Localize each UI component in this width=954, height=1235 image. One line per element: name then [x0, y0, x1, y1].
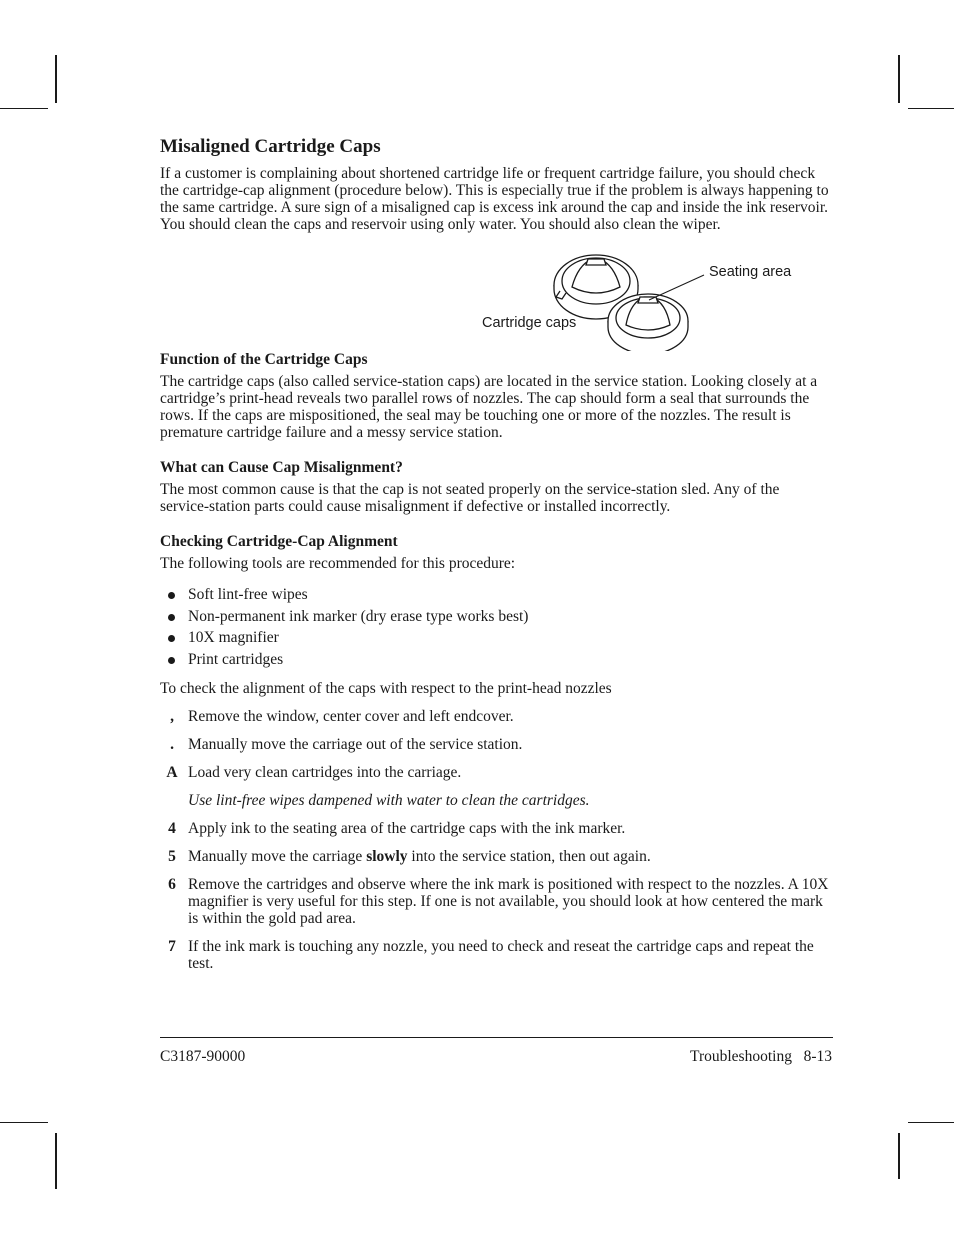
- bullet-icon: [168, 592, 175, 599]
- list-item: [160, 606, 832, 628]
- step-number: 7: [168, 938, 176, 955]
- page-title: Misaligned Cartridge Caps: [160, 136, 381, 157]
- list-item: [160, 627, 832, 649]
- step-item: [160, 764, 832, 809]
- section-body-function: The cartridge caps (also called service-station caps) are located in the service station. Looking closely at a cartridge’s print-head reveals two parallel rows of nozzles. The cap should form a seal that surrounds the rows. If the caps are mispositioned, the seal may be touching one or more of the nozzles. The result is premature cartridge failure and a messy service station.: [160, 373, 818, 441]
- crop-mark: [898, 55, 900, 103]
- bullet-icon: [168, 635, 175, 642]
- step-text: [188, 848, 651, 865]
- tool-label: Soft lint-free wipes: [188, 586, 308, 603]
- list-item: [160, 584, 832, 606]
- intro-paragraph: If a customer is complaining about shortened cartridge life or frequent cartridge failure, you should check the cartridge-cap alignment (procedure below). This is especially true if the problem is always happening to the same cartridge. A sure sign of a misaligned cap is excess ink around the cap and inside the ink reservoir. You should clean the caps and reservoir using only water. You should also clean the wiper.: [160, 165, 829, 233]
- section-function: [160, 351, 832, 441]
- step-text: Remove the cartridges and observe where the ink mark is positioned with respect to the nozzles. A 10X magnifier is very useful for this step. If one is not available, you should look at how centered the mark is within the gold pad area.: [188, 876, 829, 927]
- crop-mark: [0, 108, 48, 109]
- tools-list: [160, 584, 832, 670]
- list-item: [160, 649, 832, 671]
- bullet-icon: [168, 614, 175, 621]
- crop-mark: [55, 55, 57, 103]
- step-text-after: into the service station, then out again.: [407, 848, 651, 865]
- procedure-lead: To check the alignment of the caps with respect to the print-head nozzles: [160, 680, 612, 697]
- step-text: Manually move the carriage out of the service station.: [188, 736, 523, 753]
- page-content: [160, 135, 832, 983]
- step-item: [160, 736, 832, 753]
- step-text-before: Manually move the carriage: [188, 848, 367, 865]
- footer-divider: [160, 1037, 833, 1038]
- step-item: [160, 820, 832, 837]
- step-number: 5: [168, 848, 176, 865]
- procedure-steps: [160, 708, 832, 972]
- step-text: Apply ink to the seating area of the cartridge caps with the ink marker.: [188, 820, 626, 837]
- section-body-cause: The most common cause is that the cap is not seated properly on the service-station sled. Any of the service-station parts could cause misalignment if defective or installed incorrectly.: [160, 481, 780, 515]
- tool-label: Print cartridges: [188, 650, 284, 668]
- footer-page-number: 8-13: [803, 1048, 832, 1065]
- footer-page-info: [690, 1048, 832, 1066]
- label-seating-area: Seating area: [709, 264, 792, 280]
- footer-section: Troubleshooting: [690, 1048, 792, 1065]
- section-body-checking: The following tools are recommended for this procedure:: [160, 555, 516, 572]
- tool-label: 10X magnifier: [188, 629, 279, 646]
- step-item: [160, 848, 832, 865]
- section-cause: [160, 459, 832, 515]
- step-text: If the ink mark is touching any nozzle, you need to check and reseat the cartridge caps and repeat the test.: [188, 938, 814, 972]
- crop-mark: [0, 1122, 48, 1123]
- section-title-cause: What can Cause Cap Misalignment?: [160, 459, 403, 476]
- step-text: Load very clean cartridges into the carriage.: [188, 764, 462, 781]
- step-number: ,: [170, 708, 174, 725]
- crop-mark: [908, 1122, 954, 1123]
- step-item: [160, 708, 832, 725]
- step-note: Use lint-free wipes dampened with water to clean the cartridges.: [188, 792, 590, 809]
- step-number: 4: [168, 820, 176, 837]
- bullet-icon: [168, 657, 175, 664]
- step-number: .: [170, 736, 174, 753]
- label-cartridge-caps: Cartridge caps: [482, 315, 577, 331]
- footer-doc-number: C3187-90000: [160, 1048, 246, 1065]
- step-item: [160, 876, 832, 927]
- tool-label: Non-permanent ink marker (dry erase type works best): [188, 607, 529, 625]
- cartridge-caps-illustration: [160, 245, 832, 351]
- step-item: [160, 938, 832, 972]
- crop-mark: [55, 1133, 57, 1189]
- step-number: 6: [168, 876, 176, 893]
- crop-mark: [898, 1133, 900, 1179]
- section-title-function: Function of the Cartridge Caps: [160, 351, 368, 368]
- step-text: Remove the window, center cover and left endcover.: [188, 708, 514, 725]
- crop-mark: [908, 108, 954, 109]
- section-title-checking: Checking Cartridge-Cap Alignment: [160, 533, 398, 550]
- step-number: A: [166, 764, 178, 781]
- step-text-emphasis: slowly: [366, 848, 408, 865]
- section-checking: [160, 533, 832, 972]
- cartridge-caps-figure: [160, 245, 832, 351]
